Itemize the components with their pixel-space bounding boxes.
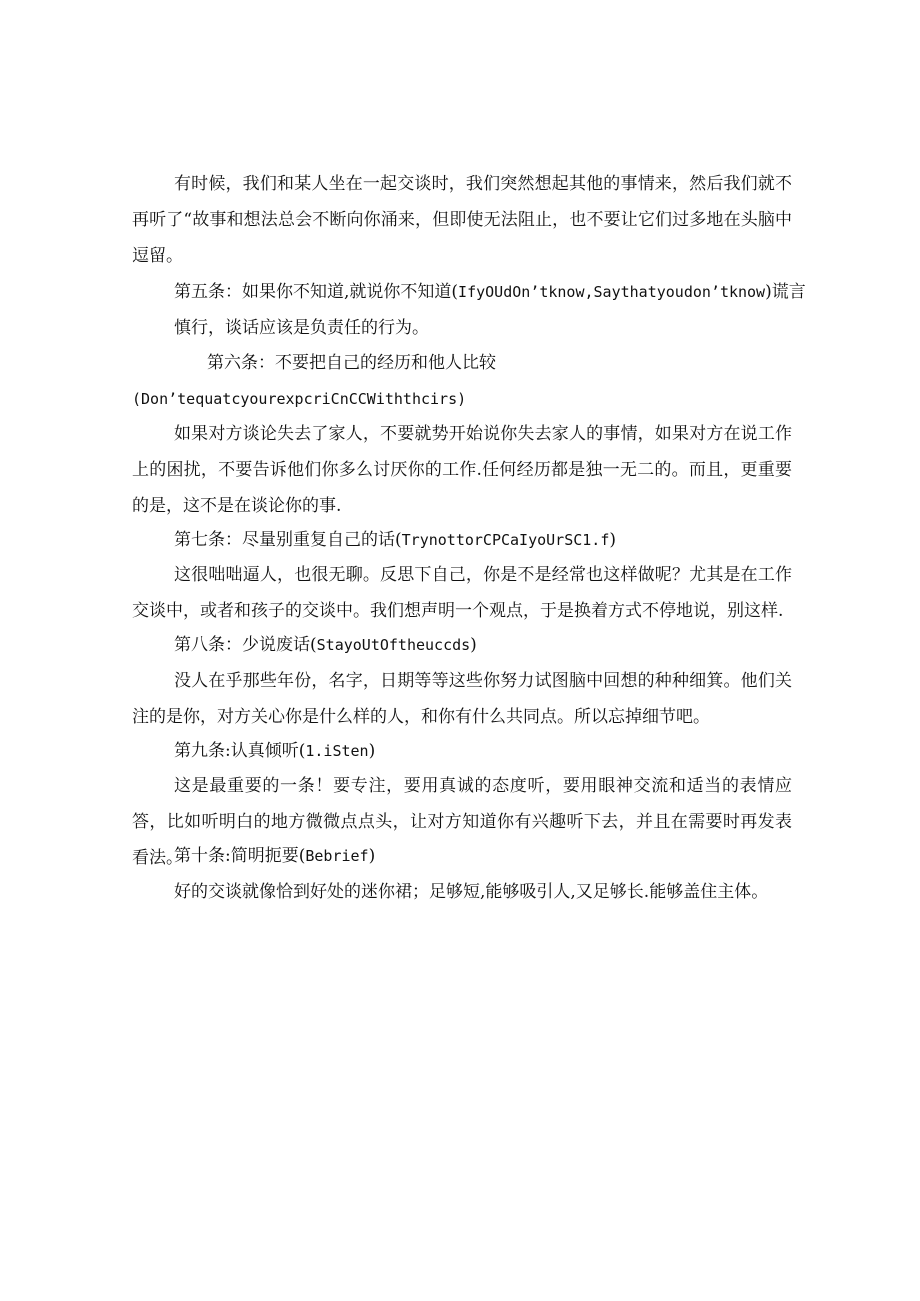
rule-5-continuation: 慎行，谈话应该是负责任的行为。 [174,318,429,338]
rule-5-heading [174,274,806,310]
rule-6-heading: 第六条：不要把自己的经历和他人比较 [207,353,496,373]
rule-8-paragraph: 没人在乎那些年份，名字，日期等等这些你努力试图脑中回想的种种细箕。他们关注的是你，对方关心你是什么样的人，和你有什么共同点。所以忘掉细节吧。 [132,671,792,727]
rule-7-paragraph: 这很咄咄逼人，也很无聊。反思下自己，你是不是经常也这样做呢？尤其是在工作交谈中，或者和孩子的交谈中。我们想声明一个观点，于是换着方式不停地说，别这样. [132,565,792,621]
rule-7-heading-text: 第七条：尽量别重复自己的话( [174,530,402,550]
paragraph-distraction: 有时候，我们和某人坐在一起交谈时，我们突然想起其他的事情来，然后我们就不再听了“故事和想法总会不断向你涌来，但即使无法阻止，也不要让它们过多地在头脑中逗留。 [132,174,792,266]
rule-9-paragraph: 这是最重要的一条！要专注，要用真诚的态度听，要用眼神交流和适当的表情应答，比如听明白的地方微微点点头，让对方知道你有兴趣听下去，并且在需要时再发表看法。 [132,776,792,868]
rule-5-english: IfyOUdOn’tknow,Saythatyoudon’tknow [458,283,766,301]
rule-8-heading [174,627,477,663]
rule-6-english: (Don’tequatcyourexpcriCnCCWiththcirs) [132,390,467,408]
rule-8-english: StayoUtOftheuccds [316,636,471,654]
rule-10-heading-tail: ) [368,846,376,866]
rule-7-heading [174,522,616,558]
rule-10-paragraph: 好的交谈就像恰到好处的迷你裙；足够短,能够吸引人,又足够长.能够盖住主体。 [174,882,769,902]
rule-10-english: Bebrief [305,847,369,865]
rule-8-heading-text: 第八条：少说废话( [174,635,317,655]
rule-9-heading-text: 第九条:认真倾听( [174,741,306,761]
rule-9-heading [174,733,375,769]
rule-5-heading-tail: )谎言 [765,282,806,302]
rule-6-paragraph: 如果对方谈论失去了家人，不要就势开始说你失去家人的事情，如果对方在说工作上的困扰，不要告诉他们你多么讨厌你的工作.任何经历都是独一无二的。而且，更重要的是，这不是在谈论你的事. [132,424,792,516]
rule-7-heading-tail: ) [609,530,616,550]
rule-10-heading-text: 第十条:简明扼要( [174,846,306,866]
rule-5-heading-text: 第五条：如果你不知道,就说你不知道( [174,282,459,302]
rule-9-english: 1.iSten [305,742,369,760]
rule-8-heading-tail: ) [470,635,477,655]
rule-10-heading [174,838,375,874]
rule-9-heading-tail: ) [368,741,376,761]
rule-7-english: TrynottorCPCaIyoUrSC1.f [401,531,610,549]
